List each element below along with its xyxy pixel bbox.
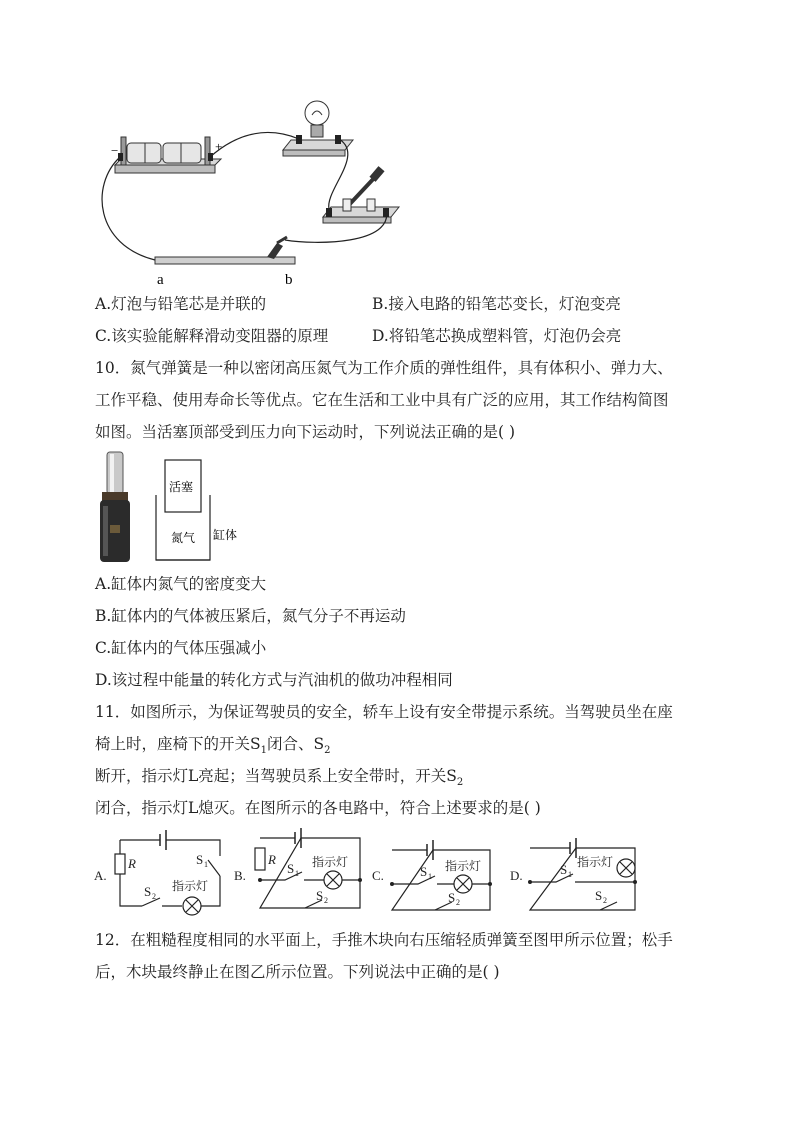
q9-option-a: A.灯泡与铅笔芯是并联的 bbox=[95, 295, 267, 313]
gas-spring-photo bbox=[95, 450, 135, 565]
gas-label: 氮气 bbox=[171, 531, 196, 545]
circuit-b-s1-sub: 1 bbox=[295, 869, 299, 878]
circuit-c bbox=[392, 840, 490, 910]
circuit-b-lamp-label: 指示灯 bbox=[312, 855, 349, 869]
alligator-clip bbox=[267, 237, 287, 259]
q11-stem-line4: 闭合，指示灯L熄灭。在图所示的各电路中，符合上述要求的是( ) bbox=[95, 799, 541, 817]
cylinder-label: 缸体 bbox=[213, 528, 238, 542]
circuit-c-label: C. bbox=[372, 868, 384, 883]
circuit-c-s1: S bbox=[420, 864, 428, 879]
knife-switch bbox=[323, 166, 399, 223]
q9-option-d: D.将铅笔芯换成塑料管，灯泡仍会亮 bbox=[372, 327, 622, 345]
q10-stem-line3: 如图。当活塞顶部受到压力向下运动时，下列说法正确的是( ) bbox=[95, 423, 516, 441]
circuit-b-s2: S bbox=[316, 888, 324, 903]
point-b-label: b bbox=[285, 272, 293, 288]
circuit-a-s1: S bbox=[196, 852, 204, 867]
q11-stem-line3 bbox=[95, 766, 463, 793]
battery-plus-label: + bbox=[215, 139, 223, 154]
battery-minus-label: − bbox=[111, 143, 119, 158]
circuit-a-s2: S bbox=[144, 884, 152, 899]
circuit-b-label: B. bbox=[234, 868, 246, 883]
cylinder-diagram bbox=[150, 455, 250, 565]
circuit-c-s2: S bbox=[448, 890, 456, 905]
circuit-b-r: R bbox=[268, 852, 276, 867]
q10-stem-line1: 10．氮气弹簧是一种以密闭高压氮气为工作介质的弹性组件，具有体积小、弹力大、 bbox=[95, 359, 673, 377]
q10-option-d: D.该过程中能量的转化方式与汽油机的做功冲程相同 bbox=[95, 671, 453, 689]
q11-line2-sub1: 1 bbox=[260, 745, 267, 757]
circuit-d-s2: S bbox=[595, 888, 603, 903]
circuit-c-s2-sub: 2 bbox=[456, 898, 460, 907]
circuit-a-s1-sub: 1 bbox=[204, 860, 208, 869]
q11-line2-sub2: 2 bbox=[324, 745, 331, 757]
bulb bbox=[283, 101, 353, 156]
q11-stem-line1: 11．如图所示，为保证驾驶员的安全，轿车上设有安全带提示系统。当驾驶员坐在座 bbox=[95, 703, 673, 721]
circuit-a-label: A. bbox=[94, 868, 107, 883]
q9-circuit-figure bbox=[95, 95, 415, 290]
q12-stem-line2: 后，木块最终静止在图乙所示位置。下列说法中正确的是( ) bbox=[95, 963, 500, 981]
circuit-d bbox=[530, 838, 635, 910]
circuit-d-lamp-label: 指示灯 bbox=[577, 855, 614, 869]
point-a-label: a bbox=[157, 272, 164, 288]
circuit-a-lamp-label: 指示灯 bbox=[172, 879, 209, 893]
piston-label: 活塞 bbox=[169, 480, 194, 494]
circuit-d-label: D. bbox=[510, 868, 523, 883]
q11-line2-text-a: 椅上时，座椅下的开关S bbox=[95, 735, 261, 753]
circuit-d-s1-sub: 1 bbox=[568, 870, 572, 879]
circuit-c-s1-sub: 1 bbox=[428, 872, 432, 881]
q11-stem-line2 bbox=[95, 734, 331, 761]
q10-option-a: A.缸体内氮气的密度变大 bbox=[95, 575, 267, 593]
q10-option-c: C.缸体内的气体压强减小 bbox=[95, 639, 267, 657]
circuit-b-s1: S bbox=[287, 861, 295, 876]
q10-option-b: B.缸体内的气体被压紧后，氮气分子不再运动 bbox=[95, 607, 406, 625]
q12-stem-line1: 12．在粗糙程度相同的水平面上，手推木块向右压缩轻质弹簧至图甲所示位置；松手 bbox=[95, 931, 673, 949]
battery-holder bbox=[115, 137, 221, 173]
circuit-d-s1: S bbox=[560, 862, 568, 877]
circuit-b-s2-sub: 2 bbox=[324, 896, 328, 905]
q9-option-c: C.该实验能解释滑动变阻器的原理 bbox=[95, 327, 329, 345]
circuit-a-r: R bbox=[128, 856, 136, 871]
circuit-d-s2-sub: 2 bbox=[603, 896, 607, 905]
circuit-c-lamp-label: 指示灯 bbox=[445, 859, 482, 873]
q9-option-b: B.接入电路的铅笔芯变长，灯泡变亮 bbox=[372, 295, 621, 313]
q11-circuit-diagrams bbox=[90, 828, 650, 918]
q11-line3-text: 断开，指示灯L亮起；当驾驶员系上安全带时，开关S bbox=[95, 767, 457, 785]
q11-line3-sub: 2 bbox=[456, 777, 464, 789]
circuit-a bbox=[115, 830, 220, 915]
circuit-a-s2-sub: 2 bbox=[152, 892, 156, 901]
q10-stem-line2: 工作平稳、使用寿命长等优点。它在生活和工业中具有广泛的应用，其工作结构简图 bbox=[95, 391, 669, 409]
q11-line2-text-b: 闭合、S bbox=[267, 735, 325, 753]
